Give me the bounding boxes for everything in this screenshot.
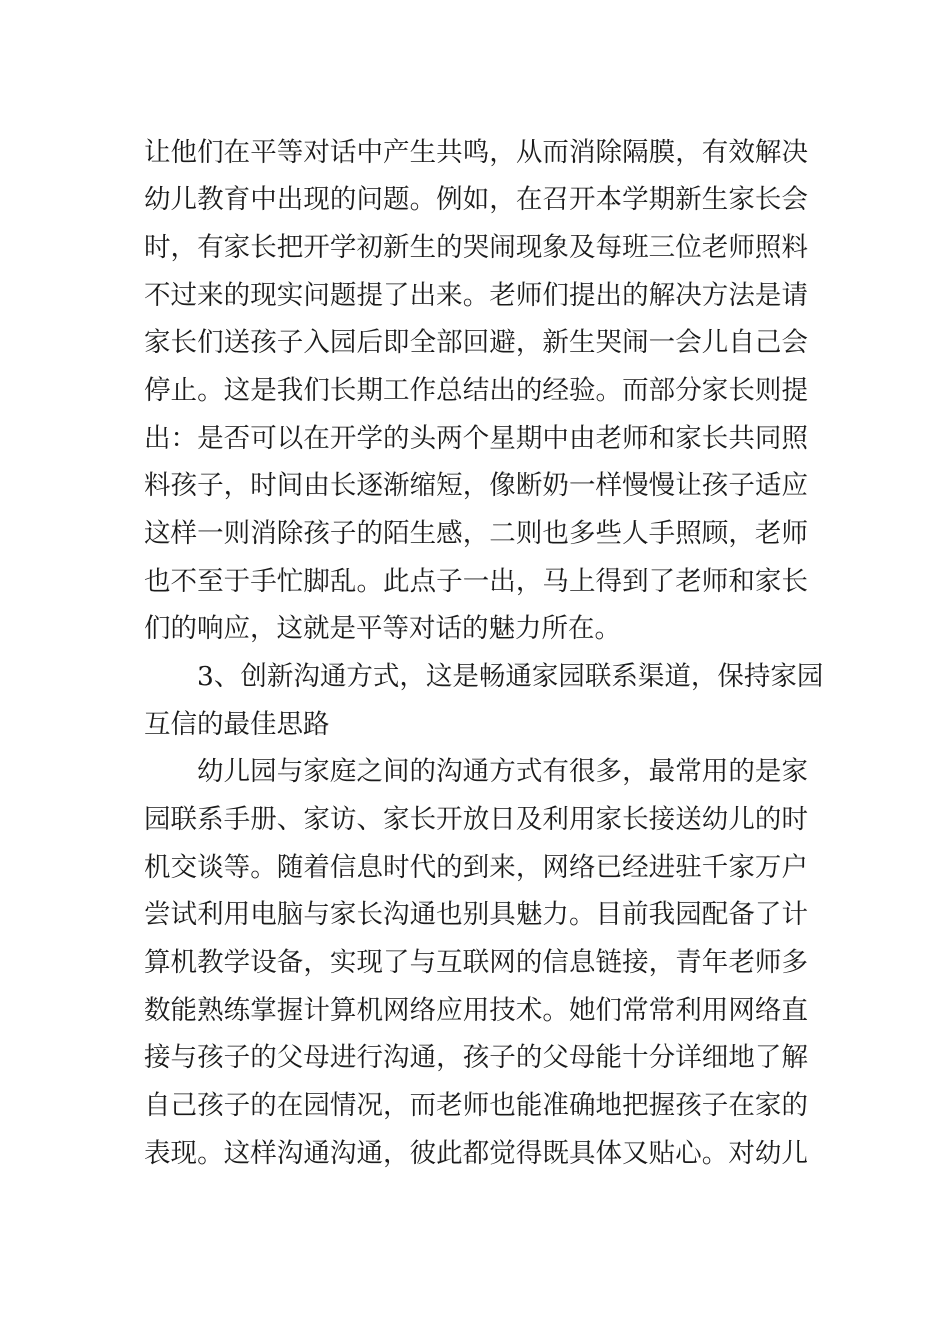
section-heading-line: 3、创新沟通方式，这是畅通家园联系渠道，保持家园: [197, 661, 824, 692]
text-line: 表现。这样沟通沟通，彼此都觉得既具体又贴心。对幼儿: [144, 1138, 808, 1169]
section-heading-line: 互信的最佳思路: [144, 709, 330, 740]
text-line: 也不至于手忙脚乱。此点子一出，马上得到了老师和家长: [144, 566, 808, 597]
text-line: 接与孩子的父母进行沟通，孩子的父母能十分详细地了解: [144, 1042, 808, 1073]
text-line: 自己孩子的在园情况，而老师也能准确地把握孩子在家的: [144, 1090, 808, 1121]
text-line: 不过来的现实问题提了出来。老师们提出的解决方法是请: [144, 280, 808, 311]
text-line: 幼儿园与家庭之间的沟通方式有很多，最常用的是家: [197, 756, 808, 787]
text-line: 停止。这是我们长期工作总结出的经验。而部分家长则提: [144, 375, 808, 406]
text-line: 园联系手册、家访、家长开放日及利用家长接送幼儿的时: [144, 804, 808, 835]
text-line: 家长们送孩子入园后即全部回避，新生哭闹一会儿自己会: [144, 327, 808, 358]
text-line: 数能熟练掌握计算机网络应用技术。她们常常利用网络直: [144, 995, 808, 1026]
text-line: 让他们在平等对话中产生共鸣，从而消除隔膜，有效解决: [144, 137, 808, 168]
text-line: 幼儿教育中出现的问题。例如，在召开本学期新生家长会: [144, 184, 808, 215]
text-line: 机交谈等。随着信息时代的到来，网络已经进驻千家万户: [144, 852, 808, 883]
text-line: 们的响应，这就是平等对话的魅力所在。: [144, 613, 621, 644]
text-line: 这样一则消除孩子的陌生感，二则也多些人手照顾，老师: [144, 518, 808, 549]
text-line: 算机教学设备，实现了与互联网的信息链接，青年老师多: [144, 947, 808, 978]
text-line: 尝试利用电脑与家长沟通也别具魅力。目前我园配备了计: [144, 899, 808, 930]
text-line: 时，有家长把开学初新生的哭闹现象及每班三位老师照料: [144, 232, 808, 263]
text-line: 料孩子，时间由长逐渐缩短，像断奶一样慢慢让孩子适应: [144, 470, 808, 501]
text-line: 出：是否可以在开学的头两个星期中由老师和家长共同照: [144, 423, 808, 454]
